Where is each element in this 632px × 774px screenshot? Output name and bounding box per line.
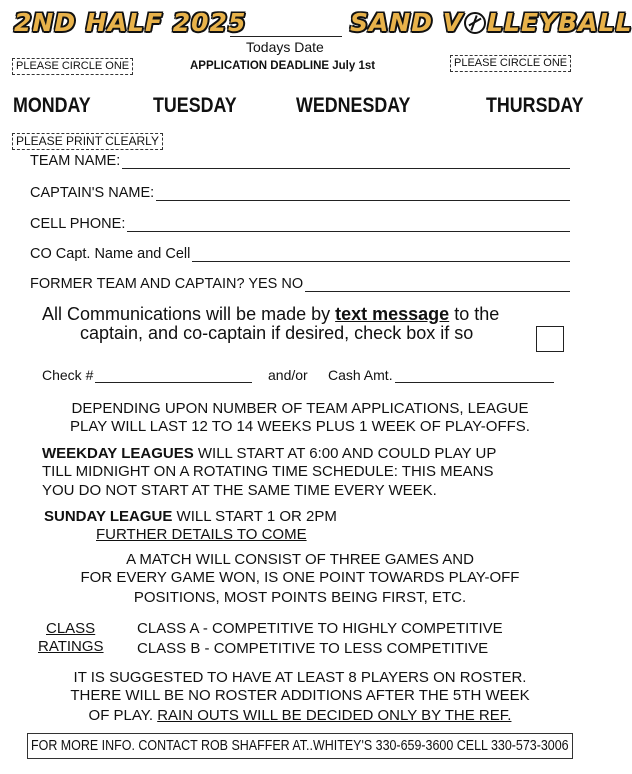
weekday-line1: WEEKDAY LEAGUES WILL START AT 6:00 AND COULD PLAY UP [42, 445, 497, 462]
league-length-line1: DEPENDING UPON NUMBER OF TEAM APPLICATIONS, LEAGUE [71, 400, 529, 417]
cell-phone-field[interactable]: CELL PHONE: [30, 216, 570, 232]
sunday-line1: SUNDAY LEAGUE WILL START 1 OR 2PM [44, 508, 337, 525]
class-label: CLASS [46, 620, 96, 637]
todays-date-label: Todays Date [246, 39, 324, 55]
communications-line1: All Communications will be made by text message to the [42, 304, 500, 324]
day-wednesday[interactable]: WEDNESDAY [296, 94, 411, 117]
deadline: APPLICATION DEADLINE July 1st [190, 60, 376, 72]
match-line3: POSITIONS, MOST POINTS BEING FIRST, ETC. [133, 589, 467, 606]
title-right: SAND V LLEYBALL [350, 8, 632, 37]
weekday-line3: YOU DO NOT START AT THE SAME TIME EVERY WEEK. [42, 482, 437, 499]
class-a: CLASS A - COMPETITIVE TO HIGHLY COMPETITIVE [137, 620, 503, 637]
text-message-checkbox[interactable] [536, 326, 564, 352]
day-thursday[interactable]: THURSDAY [486, 94, 584, 117]
roster-line2: THERE WILL BE NO ROSTER ADDITIONS AFTER THE 5TH WEEK [70, 687, 530, 704]
title-left: 2ND HALF 2025 [14, 8, 247, 37]
co-captain-field[interactable]: CO Capt. Name and Cell [30, 246, 570, 262]
sunday-line2: FURTHER DETAILS TO COME [96, 526, 307, 543]
match-line1: A MATCH WILL CONSIST OF THREE GAMES AND [126, 551, 474, 568]
communications-line2: captain, and co-captain if desired, check box if so [80, 323, 474, 343]
roster-line1: IT IS SUGGESTED TO HAVE AT LEAST 8 PLAYERS ON ROSTER. [73, 669, 527, 686]
league-length-line2: PLAY WILL LAST 12 TO 14 WEEKS PLUS 1 WEEK OF PLAY-OFFS. [70, 418, 530, 435]
class-b: CLASS B - COMPETITIVE TO LESS COMPETITIVE [137, 640, 489, 657]
date-line[interactable] [230, 36, 342, 37]
check-number-field[interactable]: Check # [42, 367, 252, 383]
cash-amount-field[interactable]: Cash Amt. [328, 367, 554, 383]
circle-one-right: PLEASE CIRCLE ONE [450, 55, 571, 72]
volleyball-icon [464, 12, 486, 34]
ratings-label: RATINGS [38, 638, 104, 655]
match-line2: FOR EVERY GAME WON, IS ONE POINT TOWARDS PLAY-OFF [80, 569, 520, 586]
weekday-line2: TILL MIDNIGHT ON A ROTATING TIME SCHEDULE: THIS MEANS [42, 463, 494, 480]
former-team-field[interactable]: FORMER TEAM AND CAPTAIN? YES NO [30, 276, 570, 292]
captain-name-field[interactable]: CAPTAIN'S NAME: [30, 185, 570, 201]
day-monday[interactable]: MONDAY [13, 94, 91, 117]
footer-contact: FOR MORE INFO. CONTACT ROB SHAFFER AT..WHITEY'S 330-659-3600 CELL 330-573-3006 [31, 738, 569, 754]
team-name-field[interactable]: TEAM NAME: [30, 153, 570, 169]
print-clearly: PLEASE PRINT CLEARLY [12, 133, 163, 150]
and-or-label: and/or [268, 367, 308, 383]
roster-line3: OF PLAY. RAIN OUTS WILL BE DECIDED ONLY BY THE REF. [88, 707, 512, 724]
circle-one-left: PLEASE CIRCLE ONE [12, 58, 133, 75]
day-tuesday[interactable]: TUESDAY [153, 94, 237, 117]
